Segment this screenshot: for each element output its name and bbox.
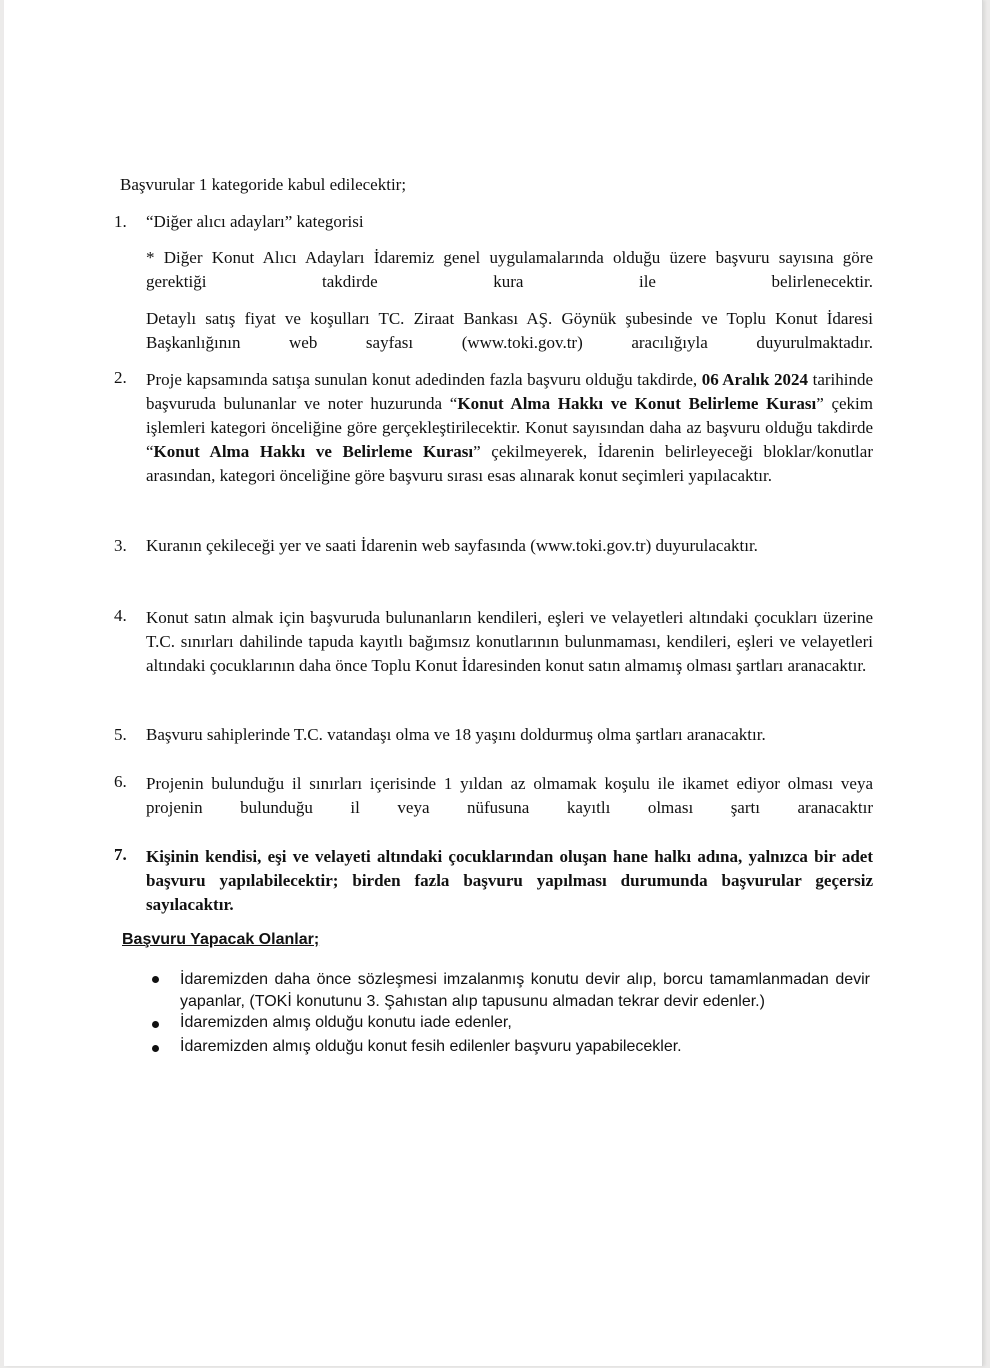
item-6-number: 6. bbox=[114, 772, 127, 791]
item-3-number: 3. bbox=[114, 536, 127, 555]
item-2-text bbox=[146, 368, 873, 488]
item-4-number: 4. bbox=[114, 606, 127, 625]
item-6-text: Projenin bulunduğu il sınırları içerisinde 1 yıldan az olmamak koşulu ile ikamet ediyor olması veya projenin bulunduğu il veya nüfusuna kayıtlı olması şartı aranacaktır bbox=[146, 774, 873, 817]
item-7-text: Kişinin kendisi, eşi ve velayeti altındaki çocuklarından oluşan hane halkı adına, yalnızca bir adet başvuru yapılabilecektir; birden fazla başvuru yapılması durumunda başvurular geçersiz sayılacaktır. bbox=[146, 847, 873, 914]
item-5-text: Başvuru sahiplerinde T.C. vatandaşı olma ve 18 yaşını doldurmuş olma şartları aranacaktır. bbox=[146, 725, 766, 744]
item-1-note: * Diğer Konut Alıcı Adayları İdaremiz genel uygulamalarında olduğu üzere başvuru sayısına göre gerektiği takdirde kura ile belirlenecektir. bbox=[146, 248, 873, 291]
section-heading: Başvuru Yapacak Olanlar; bbox=[122, 931, 320, 948]
bullet-dot-icon bbox=[152, 976, 159, 983]
item-2-kura-2: Konut Alma Hakkı ve Belirleme Kurası bbox=[153, 442, 474, 461]
item-2-number: 2. bbox=[114, 368, 127, 387]
item-2-date: 06 Aralık 2024 bbox=[701, 370, 809, 389]
bullet-item-2: İdaremizden almış olduğu konutu iade edenler, bbox=[180, 1014, 512, 1031]
item-7-number: 7. bbox=[114, 845, 127, 864]
document-page bbox=[4, 0, 983, 1366]
item-2-part-1: Proje kapsamında satışa sunulan konut adedinden fazla başvuru olduğu takdirde, bbox=[146, 370, 698, 389]
item-1-detail: Detaylı satış fiyat ve koşulları TC. Ziraat Bankası AŞ. Göynük şubesinde ve Toplu Konut İdaresi Başkanlığının web sayfası (www.toki.gov.tr) aracılığıyla duyurulmaktadır. bbox=[146, 309, 873, 352]
item-2-part-3: ” çekim işlemleri kategori önceliğine göre gerçekleştirilecektir. Konut sayısından daha az başvuru olduğu takdirde “ bbox=[146, 394, 873, 461]
bullet-item-3: İdaremizden almış olduğu konut fesih edilenler başvuru yapabilecekler. bbox=[180, 1038, 682, 1055]
bullet-dot-icon bbox=[152, 1045, 159, 1052]
item-2-part-2: tarihinde başvuruda bulunanlar ve noter huzurunda “ bbox=[146, 370, 874, 413]
item-3-text: Kuranın çekileceği yer ve saati İdarenin web sayfasında (www.toki.gov.tr) duyurulacaktır. bbox=[146, 536, 758, 555]
item-1-title: “Diğer alıcı adayları” kategorisi bbox=[146, 212, 364, 231]
item-1-number: 1. bbox=[114, 212, 127, 231]
bullet-dot-icon bbox=[152, 1021, 159, 1028]
item-2-kura-1: Konut Alma Hakkı ve Konut Belirleme Kurası bbox=[457, 394, 817, 413]
bullet-item-1: İdaremizden daha önce sözleşmesi imzalanmış konutu devir alıp, borcu tamamlanmadan devir yapanlar, (TOKİ konutunu 3. Şahıstan alıp tapusunu almadan tekrar devir edenler.) bbox=[180, 971, 870, 1010]
intro-text: Başvurular 1 kategoride kabul edilecektir; bbox=[120, 175, 407, 194]
item-4-text: Konut satın almak için başvuruda bulunanların kendileri, eşleri ve velayetleri altındaki çocukları üzerine T.C. sınırları dahilinde tapuda kayıtlı bağımsız konutlarının bulunmaması, kendileri, eşleri ve velayetleri altındaki çocuklarının daha önce Toplu Konut İdaresinden konut satın almamış olması şartları aranacaktır. bbox=[146, 608, 873, 675]
item-5-number: 5. bbox=[114, 725, 127, 744]
item-2-part-4: ” çekilmeyerek, İdarenin belirleyeceği bloklar/konutlar arasından, kategori önceliğine göre başvuru sırası esas alınarak konut seçimleri yapılacaktır. bbox=[146, 442, 873, 485]
